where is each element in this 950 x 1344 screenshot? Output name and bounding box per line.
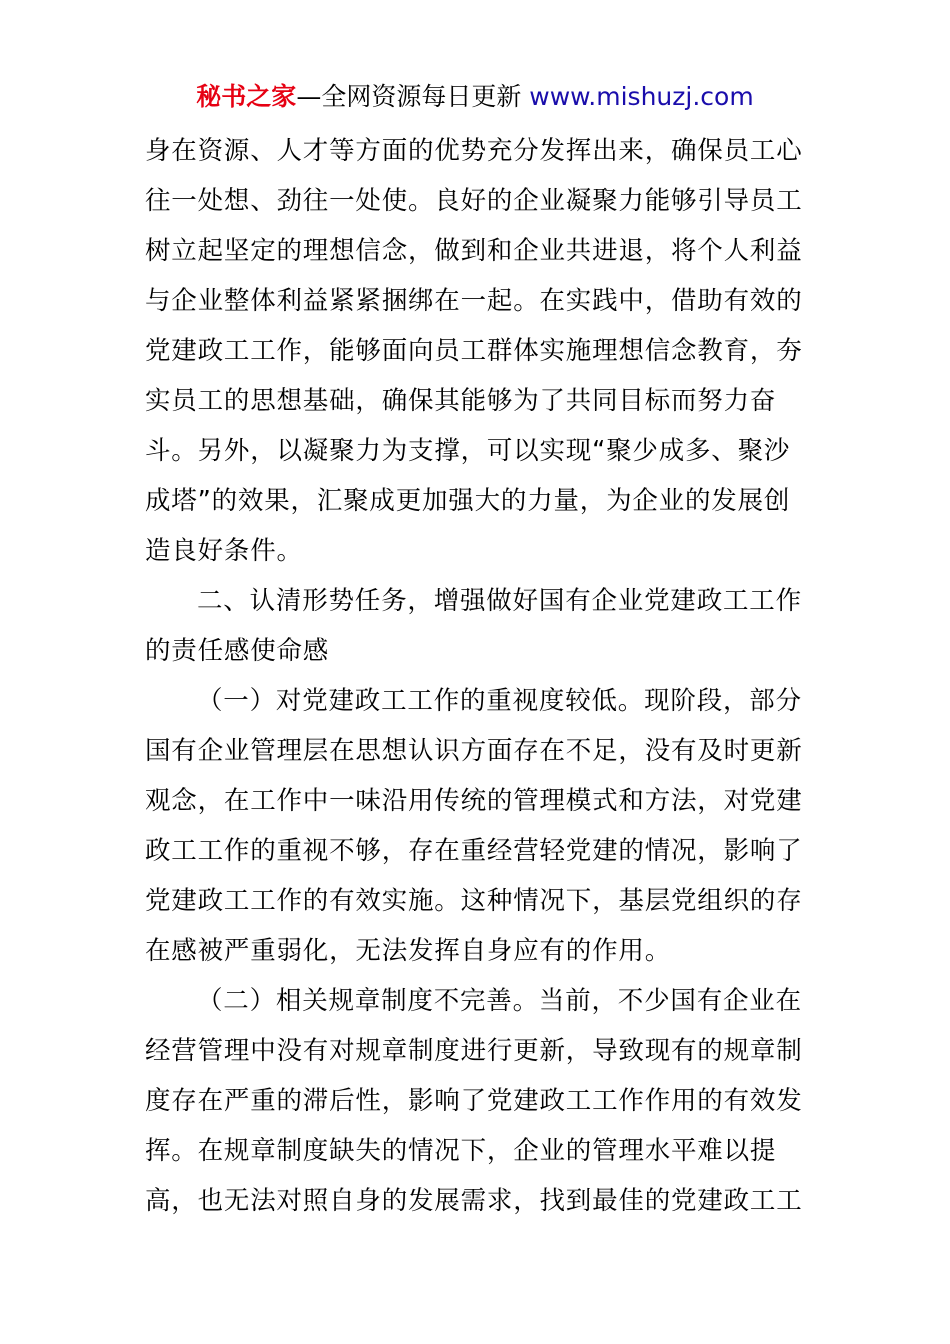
- text-line: 往一处想、劲往一处使。良好的企业凝聚力能够引导员工: [145, 186, 803, 216]
- text-line: 政工工作的重视不够，存在重经营轻党建的情况，影响了: [145, 836, 803, 866]
- text-line: 国有企业管理层在思想认识方面存在不足，没有及时更新: [145, 736, 803, 766]
- text-line: （二）相关规章制度不完善。当前，不少国有企业在: [197, 986, 802, 1016]
- text-line: 经营管理中没有对规章制度进行更新，导致现有的规章制: [145, 1036, 803, 1066]
- text-line: 树立起坚定的理想信念，做到和企业共进退，将个人利益: [145, 236, 803, 266]
- text-line: 高，也无法对照自身的发展需求，找到最佳的党建政工工: [145, 1186, 803, 1216]
- section-heading-line: 的责任感使命感: [145, 636, 330, 666]
- text-line: 实员工的思想基础，确保其能够为了共同目标而努力奋: [145, 386, 777, 416]
- text-line: 斗。另外，以凝聚力为支撑，可以实现“聚少成多、聚沙: [145, 436, 791, 466]
- text-line: 党建政工工作的有效实施。这种情况下，基层党组织的存: [145, 886, 803, 916]
- text-line: 挥。在规章制度缺失的情况下，企业的管理水平难以提: [145, 1136, 777, 1166]
- site-header: [0, 80, 950, 114]
- site-brand: 秘书之家: [196, 82, 297, 111]
- document-body: [145, 126, 806, 1226]
- text-line: 度存在严重的滞后性，影响了党建政工工作作用的有效发: [145, 1086, 803, 1116]
- text-line: （一）对党建政工工作的重视度较低。现阶段，部分: [197, 686, 802, 716]
- site-url-link[interactable]: www.mishuzj.com: [529, 82, 754, 111]
- text-line: 在感被严重弱化，无法发挥自身应有的作用。: [145, 936, 672, 966]
- section-heading-line: 二、认清形势任务，增强做好国有企业党建政工工作: [197, 586, 802, 616]
- text-line: 与企业整体利益紧紧捆绑在一起。在实践中，借助有效的: [145, 286, 803, 316]
- text-line: 成塔”的效果，汇聚成更加强大的力量，为企业的发展创: [145, 486, 791, 516]
- site-tagline: —全网资源每日更新: [296, 82, 530, 111]
- text-line: 造良好条件。: [145, 536, 303, 566]
- text-line: 观念，在工作中一味沿用传统的管理模式和方法，对党建: [145, 786, 803, 816]
- text-line: 身在资源、人才等方面的优势充分发挥出来，确保员工心: [145, 136, 803, 166]
- text-line: 党建政工工作，能够面向员工群体实施理想信念教育，夯: [145, 336, 803, 366]
